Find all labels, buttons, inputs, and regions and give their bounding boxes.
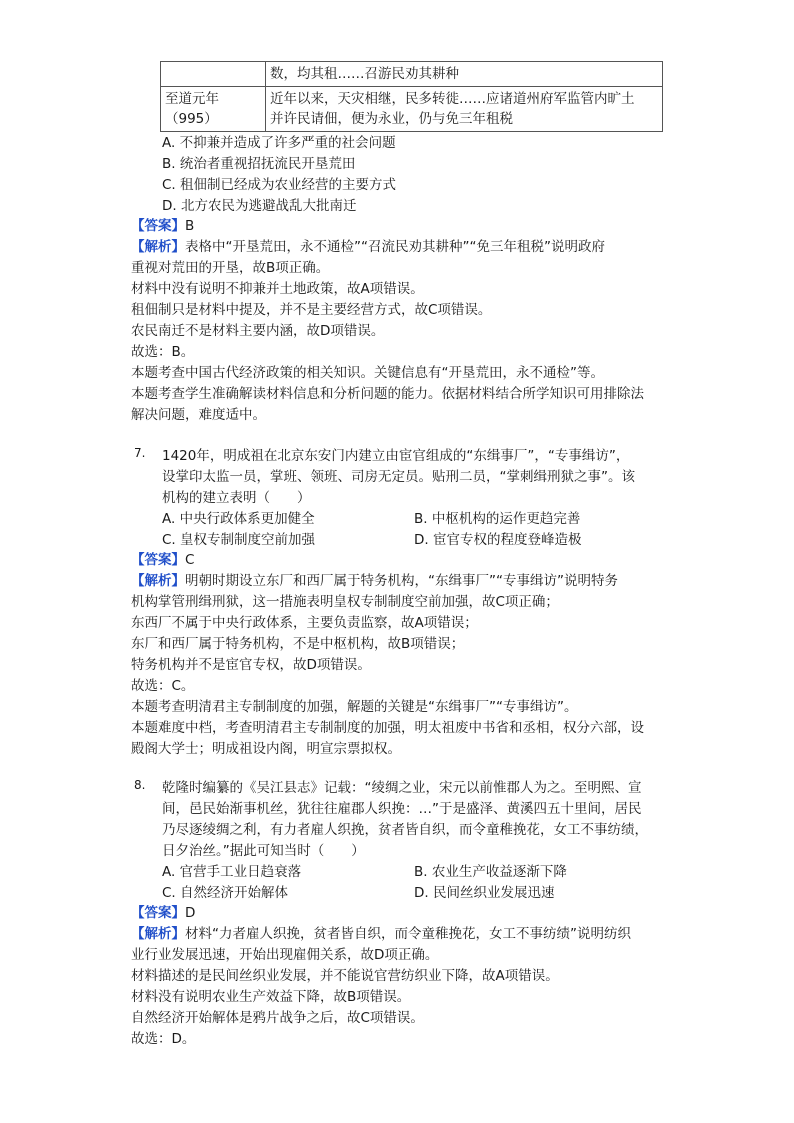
q7-analysis-line	[131, 571, 618, 591]
q7-option-c: C. 皇权专制制度空前加强	[162, 532, 316, 548]
q8-analysis-line: 自然经济开始解体是鸦片战争之后，故C项错误。	[131, 1010, 424, 1026]
q7-number: 7.	[134, 446, 146, 460]
q8-option-b: B. 农业生产收益逐渐下降	[414, 864, 567, 880]
q6-analysis-line: 租佃制只是材料中提及，并不是主要经营方式，故C项错误。	[131, 302, 492, 318]
q7-analysis-line: 东西厂不属于中央行政体系，主要负责监察，故A项错误；	[131, 615, 478, 631]
q6-analysis-line: 本题考查中国古代经济政策的相关知识。关键信息有“开垦荒田，永不通检”等。	[131, 365, 604, 381]
table-cell	[266, 87, 663, 132]
answer-tag: 【答案】	[131, 905, 185, 921]
q7-analysis-line: 本题难度中档，考查明清君主专制制度的加强，明太祖废中书省和丞相，权分六部，设	[131, 720, 644, 736]
q7-option-b: B. 中枢机构的运作更趋完善	[414, 511, 581, 527]
q6-analysis-line: 材料中没有说明不抑兼并土地政策，故A项错误。	[131, 281, 424, 297]
material-table	[160, 61, 663, 132]
q6-option-a: A. 不抑兼并造成了许多严重的社会问题	[162, 135, 396, 151]
q7-analysis-line: 特务机构并不是宦官专权，故D项错误。	[131, 657, 371, 673]
analysis-tag: 【解析】	[131, 239, 185, 255]
q6-option-d: D. 北方农民为逃避战乱大批南迁	[162, 198, 357, 214]
q8-analysis-line: 材料描述的是民间丝织业发展，并不能说官营纺织业下降，故A项错误。	[131, 968, 559, 984]
analysis-text: 表格中“开垦荒田，永不通检”“召流民劝其耕种”“免三年租税”说明政府	[185, 239, 605, 255]
q6-analysis-line: 重视对荒田的开垦，故B项正确。	[131, 260, 330, 276]
q6-analysis-line	[131, 237, 605, 257]
q8-number: 8.	[134, 778, 146, 792]
q8-stem-line: 乾隆时编纂的《吴江县志》记载：“绫绸之业，宋元以前惟郡人为之。至明熙、宣	[162, 780, 642, 796]
q8-stem-line: 乃尽逐绫绸之利，有力者雇人织挽，贫者皆自织，而令童稚挽花，女工不事纺绩，	[162, 822, 648, 838]
table-row	[161, 87, 663, 132]
analysis-tag: 【解析】	[131, 926, 185, 942]
q7-option-a: A. 中央行政体系更加健全	[162, 511, 315, 527]
table-cell	[161, 62, 266, 87]
q8-option-c: C. 自然经济开始解体	[162, 885, 289, 901]
q7-stem-line: 1420年，明成祖在北京东安门内建立由宦官组成的“东缉事厂”，“专事缉访”，	[162, 448, 630, 464]
table-cell	[266, 62, 663, 87]
answer-value: C	[185, 552, 195, 568]
q8-option-a: A. 官营手工业日趋衰落	[162, 864, 302, 880]
answer-tag: 【答案】	[131, 552, 185, 568]
q8-analysis-line	[131, 924, 631, 944]
q7-analysis-line: 东厂和西厂属于特务机构，不是中枢机构，故B项错误；	[131, 636, 465, 652]
table-cell-text: 近年以来，天灾相继，民多转徙……应诸道州府军监管内旷土	[270, 91, 635, 107]
q8-analysis-line: 材料没有说明农业生产效益下降，故B项错误。	[131, 989, 411, 1005]
answer-value: D	[185, 905, 196, 921]
q6-option-b: B. 统治者重视招抚流民开垦荒田	[162, 156, 356, 172]
table-cell: 至道元年（995）	[161, 87, 266, 132]
analysis-text: 材料“力者雇人织挽，贫者皆自织，而令童稚挽花，女工不事纺绩”说明纺织	[185, 926, 631, 942]
table-row	[161, 62, 663, 87]
q7-answer	[131, 550, 194, 570]
q8-answer	[131, 903, 195, 923]
q6-option-c: C. 租佃制已经成为农业经营的主要方式	[162, 177, 397, 193]
q7-analysis-line: 故选：C。	[131, 678, 195, 694]
analysis-tag: 【解析】	[131, 573, 185, 589]
answer-value: B	[185, 218, 195, 234]
q6-analysis-line: 农民南迁不是材料主要内涵，故D项错误。	[131, 323, 385, 339]
q7-analysis-line: 本题考查明清君主专制制度的加强，解题的关键是“东缉事厂”“专事缉访”。	[131, 699, 578, 715]
table-cell-text: 数，均其租……召游民劝其耕种	[270, 66, 459, 82]
answer-tag: 【答案】	[131, 218, 185, 234]
q6-analysis-line: 故选：B。	[131, 344, 195, 360]
analysis-text: 明朝时期设立东厂和西厂属于特务机构，“东缉事厂”“专事缉访”说明特务	[185, 573, 618, 589]
q7-analysis-line: 机构掌管刑缉刑狱，这一措施表明皇权专制制度空前加强，故C项正确；	[131, 594, 559, 610]
q7-stem-line: 设掌印太监一员，掌班、领班、司房无定员。贴刑二员，“掌刺缉刑狱之事”。该	[162, 469, 635, 485]
q7-option-d: D. 宦官专权的程度登峰造极	[414, 532, 582, 548]
q7-analysis-line: 殿阁大学士；明成祖设内阁，明宣宗票拟权。	[131, 741, 401, 757]
q8-option-d: D. 民间丝织业发展迅速	[414, 885, 555, 901]
q6-analysis-line: 解决问题，难度适中。	[131, 407, 266, 423]
q7-stem-line: 机构的建立表明（ ）	[162, 490, 311, 506]
q8-analysis-line: 故选：D。	[131, 1031, 196, 1047]
q8-analysis-line: 业行业发展迅速，开始出现雇佣关系，故D项正确。	[131, 947, 439, 963]
table-cell-text: 并许民请佃，便为永业，仍与免三年租税	[270, 111, 513, 127]
q6-analysis-line: 本题考查学生准确解读材料信息和分析问题的能力。依据材料结合所学知识可用排除法	[131, 386, 644, 402]
q8-stem-line: 间，邑民始渐事机丝，犹往往雇郡人织挽：…”于是盛泽、黄溪四五十里间，居民	[162, 801, 642, 817]
q6-answer	[131, 216, 194, 236]
q8-stem-line: 日夕治丝。”据此可知当时（ ）	[162, 843, 365, 859]
